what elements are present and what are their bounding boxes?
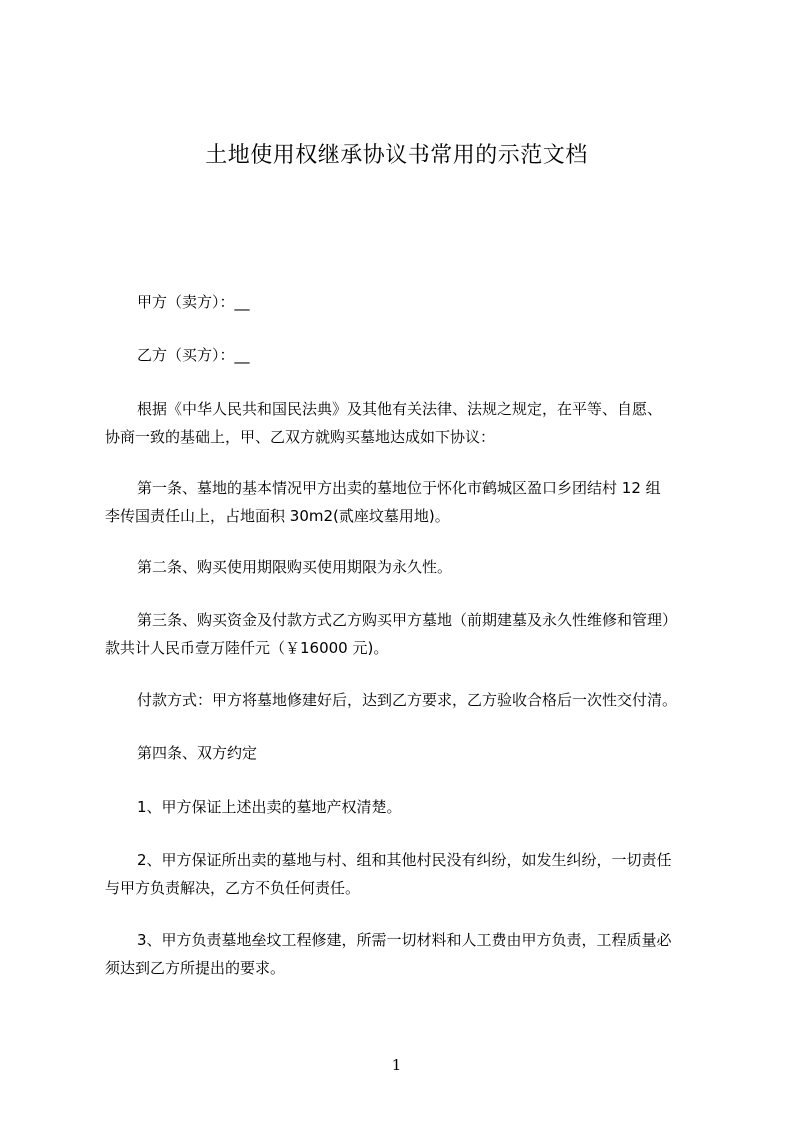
article-2-paragraph: [105, 553, 715, 581]
paragraph-line: 2、甲方保证所出卖的墓地与村、组和其他村民没有纠纷，如发生纠纷，一切责任: [137, 851, 672, 869]
paragraph-line: 付款方式：甲方将墓地修建好后，达到乙方要求，乙方验收合格后一次性交付清。: [137, 691, 678, 709]
article-4-heading: [105, 739, 715, 767]
paragraph-line: 第一条、墓地的基本情况甲方出卖的墓地位于怀化市鹤城区盈口乡团结村 12 组: [137, 479, 661, 497]
article-1-paragraph: [105, 474, 715, 530]
paragraph-line: 须达到乙方所提出的要求。: [105, 959, 286, 977]
paragraph-line: 乙方（买方）：__: [137, 346, 250, 364]
article-3-paragraph: [105, 606, 715, 662]
document-title: 土地使用权继承协议书常用的示范文档: [205, 143, 588, 168]
paragraph-line: 甲方（卖方）：__: [137, 293, 250, 311]
paragraph-line: 1、甲方保证上述出卖的墓地产权清楚。: [137, 798, 402, 816]
paragraph-line: 协商一致的基础上，甲、乙双方就购买墓地达成如下协议：: [105, 428, 496, 446]
paragraph-line: 第二条、购买使用期限购买使用期限为永久性。: [137, 558, 453, 576]
paragraph-line: 第三条、购买资金及付款方式乙方购买甲方墓地（前期建墓及永久性维修和管理）: [137, 611, 678, 629]
paragraph-line: 与甲方负责解决，乙方不负任何责任。: [105, 879, 361, 897]
paragraph-line: 根据《中华人民共和国民法典》及其他有关法律、法规之规定，在平等、自愿、: [137, 400, 663, 418]
clause-2-paragraph: [105, 846, 715, 902]
paragraph-line: 李传国责任山上，占地面积 30m2(贰座坟墓用地)。: [105, 507, 450, 525]
clause-1-paragraph: [105, 793, 715, 821]
party-a-line: [105, 288, 715, 316]
paragraph-line: 款共计人民币壹万陸仟元（￥16000 元)。: [105, 639, 389, 657]
party-b-line: [105, 341, 715, 369]
preamble-paragraph: [105, 395, 715, 451]
paragraph-line: 第四条、双方约定: [137, 744, 258, 762]
page-number: 1: [391, 1056, 402, 1074]
paragraph-line: 3、甲方负责墓地垒坟工程修建，所需一切材料和人工费由甲方负责，工程质量必: [137, 931, 672, 949]
clause-3-paragraph: [105, 926, 715, 982]
payment-method-paragraph: [105, 686, 715, 714]
